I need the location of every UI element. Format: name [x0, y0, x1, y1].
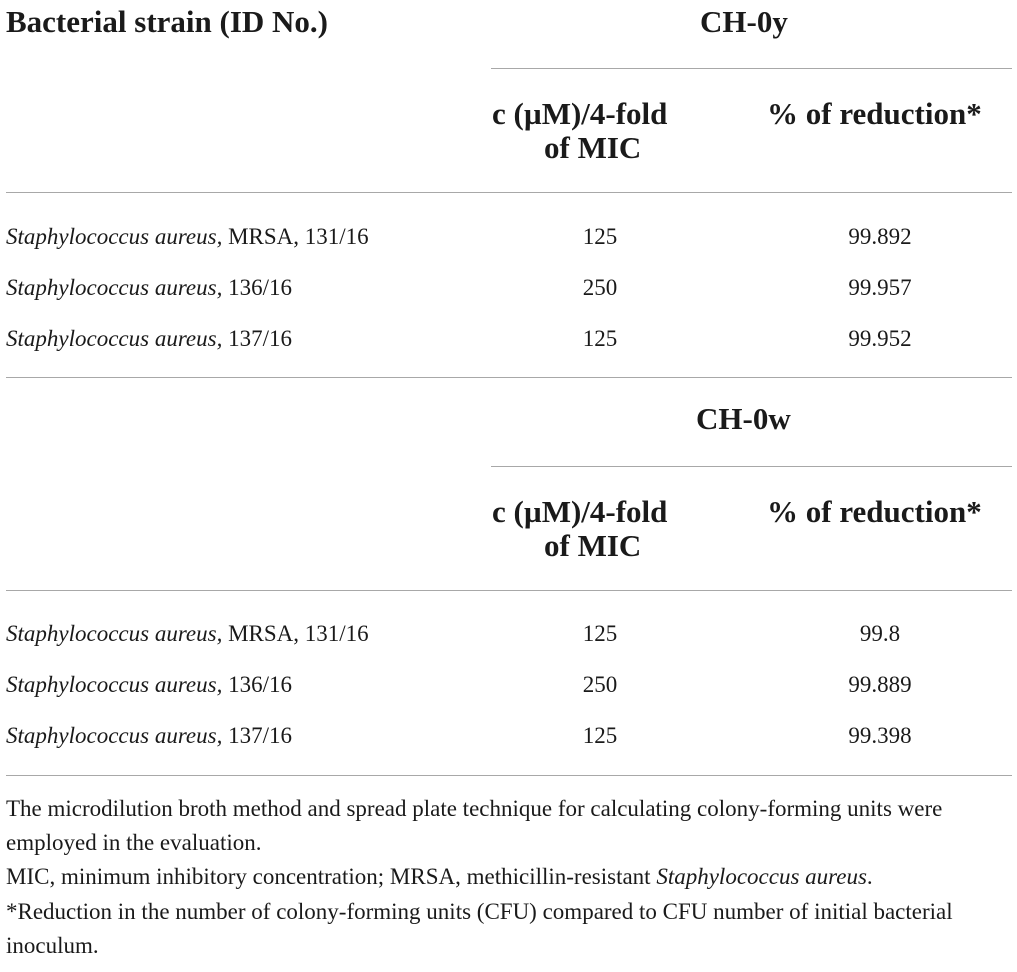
table-row-strain: Staphylococcus aureus, 137/16 — [6, 326, 292, 351]
footnote-abbreviations: MIC, minimum inhibitory concentration; MRSA, methicillin-resistant Staphylococcus aureus. — [6, 864, 873, 889]
section-rule — [491, 68, 1012, 69]
table-row-strain: Staphylococcus aureus, 137/16 — [6, 723, 292, 748]
footnote-reduction: *Reduction in the number of colony-forming units (CFU) compared to CFU number of initial bacterial inoculum. — [6, 899, 953, 958]
table-cell-concentration: 250 — [582, 672, 618, 697]
table-cell-reduction: 99.892 — [848, 224, 912, 249]
table-cell-concentration: 125 — [582, 723, 618, 748]
table-cell-reduction: 99.8 — [859, 621, 901, 646]
section-title-ch-0w: CH-0w — [696, 401, 791, 436]
table-row-strain: Staphylococcus aureus, 136/16 — [6, 672, 292, 697]
subheader-concentration: c (µM)/4-fold of MIC — [492, 494, 668, 563]
section-title-ch-0y: CH-0y — [700, 4, 788, 39]
table-cell-reduction: 99.398 — [848, 723, 912, 748]
table-cell-concentration: 125 — [582, 224, 618, 249]
table-cell-concentration: 125 — [582, 326, 618, 351]
subheader-reduction: % of reduction* — [767, 96, 982, 131]
table-row-strain: Staphylococcus aureus, 136/16 — [6, 275, 292, 300]
table-row-strain: Staphylococcus aureus, MRSA, 131/16 — [6, 224, 369, 249]
subheader-concentration: c (µM)/4-fold of MIC — [492, 96, 668, 165]
subheader-reduction: % of reduction* — [767, 494, 982, 529]
table-bottom-rule — [6, 775, 1012, 776]
table-cell-reduction: 99.889 — [848, 672, 912, 697]
section-rule — [491, 466, 1012, 467]
table-cell-reduction: 99.952 — [848, 326, 912, 351]
table-cell-concentration: 250 — [582, 275, 618, 300]
section-divider-rule — [6, 377, 1012, 378]
column-header-bacterial-strain: Bacterial strain (ID No.) — [6, 4, 328, 39]
table-row-strain: Staphylococcus aureus, MRSA, 131/16 — [6, 621, 369, 646]
header-rule — [6, 192, 1012, 193]
table-cell-concentration: 125 — [582, 621, 618, 646]
header-rule — [6, 590, 1012, 591]
footnote-method: The microdilution broth method and spread plate technique for calculating colony-forming units were employed in the evaluation. — [6, 796, 943, 855]
table-cell-reduction: 99.957 — [848, 275, 912, 300]
